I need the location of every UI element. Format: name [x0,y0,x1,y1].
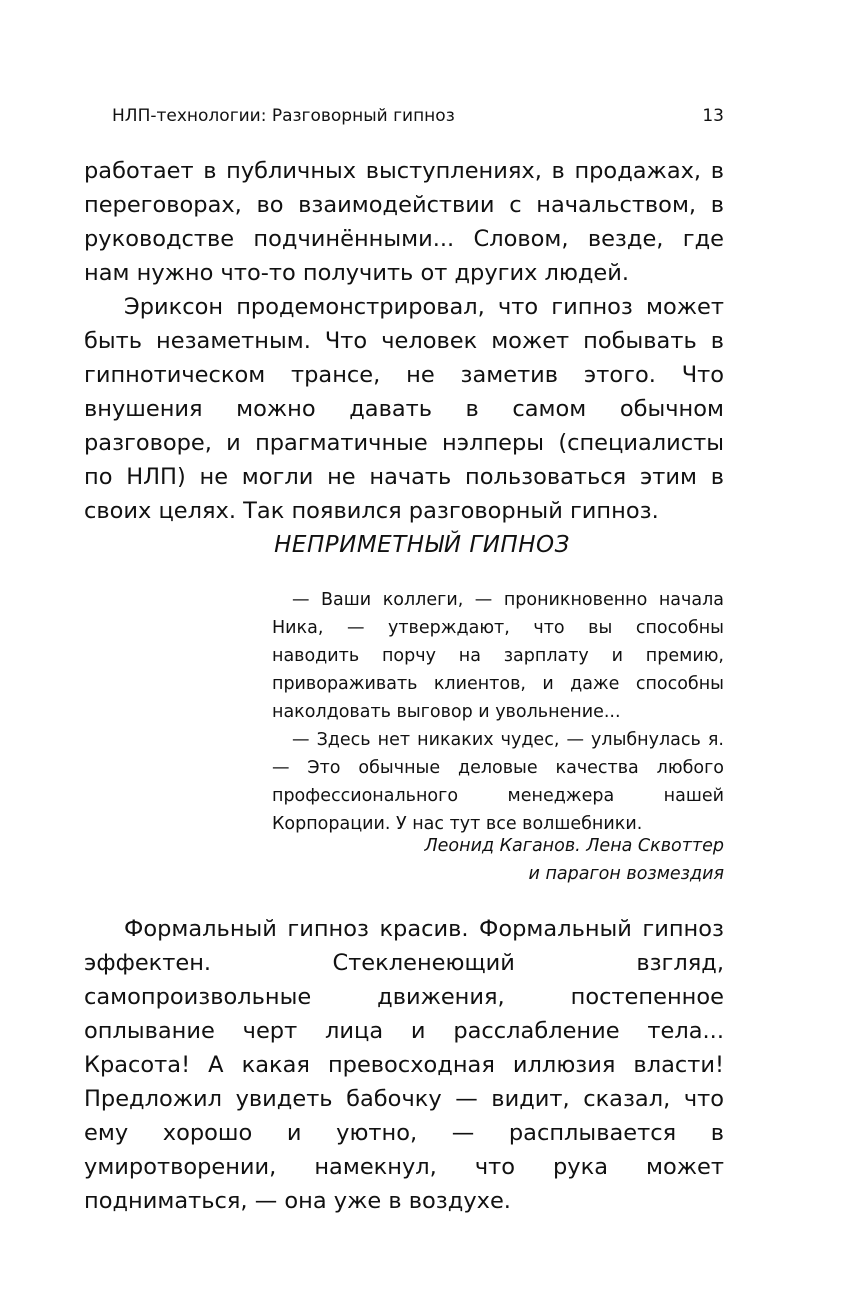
paragraph-continued: работает в публичных выступлениях, в продажах, в переговорах, во взаимодействии с начальством, в руководстве подчинёнными... Словом, везде, где нам нужно что-то получить от других людей. [84,158,724,286]
epigraph-line: — Ваши коллеги, — проникновенно начала Ника, — утверждают, что вы способны наводить порчу на зарплату и премию, привораживать клиентов, и даже способны наколдовать выговор и увольнение... [272,590,724,722]
epigraph-attribution [272,832,724,888]
running-head [112,102,724,130]
section-heading: НЕПРИМЕТНЫЙ ГИПНОЗ [274,532,570,558]
body-text-top [84,154,724,528]
running-title: НЛП-технологии: Разговорный гипноз [112,106,455,126]
epigraph-line: — Здесь нет никаких чудес, — улыбнулась я. — Это обычные деловые качества любого профессионального менеджера нашей Корпорации. У нас тут все волшебники. [272,730,724,834]
epigraph-author: Леонид Каганов. Лена Сквоттер [424,836,724,856]
paragraph: Эриксон продемонстрировал, что гипноз может быть незаметным. Что человек может побывать в гипнотическом трансе, не заметив этого. Что внушения можно давать в самом обычном разговоре, и прагматичные нэлперы (специалисты по НЛП) не могли не начать пользоваться этим в своих целях. Так появился разговорный гипноз. [84,294,724,524]
body-text-bottom [84,912,724,1218]
epigraph [272,586,724,838]
page-number: 13 [702,106,724,126]
epigraph-work: и парагон возмездия [528,864,724,884]
paragraph: Формальный гипноз красив. Формальный гипноз эффектен. Стекленеющий взгляд, самопроизвольные движения, постепенное оплывание черт лица и расслабление тела... Красота! А какая превосходная иллюзия власти! Предложил увидеть бабочку — видит, сказал, что ему хорошо и уютно, — расплывается в умиротворении, намекнул, что рука может подниматься, — она уже в воздухе. [84,916,724,1214]
